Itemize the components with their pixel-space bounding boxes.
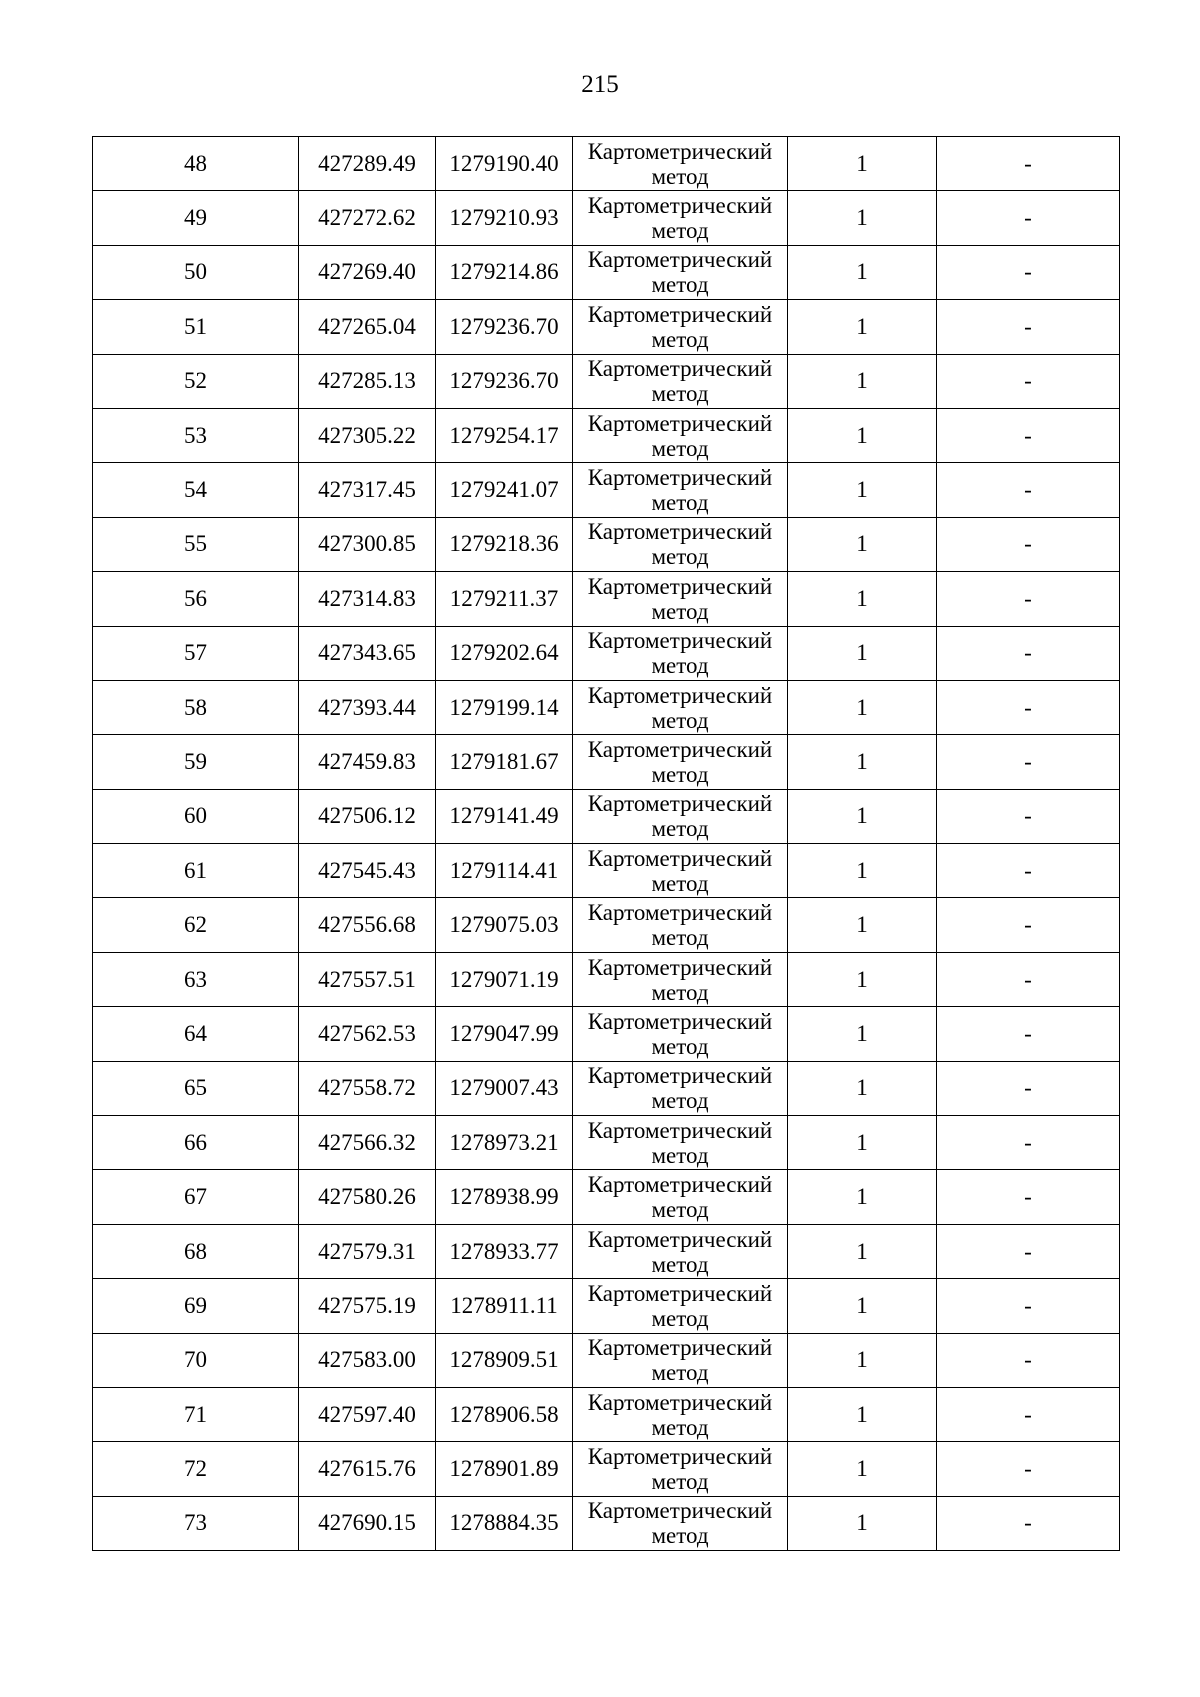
x-coordinate-cell: 427272.62 [299, 191, 436, 245]
method-line-2: метод [651, 761, 709, 787]
method-cell [573, 1061, 788, 1115]
method-line-1: Картометрический [587, 1444, 773, 1470]
y-coordinate-cell: 1278933.77 [436, 1224, 573, 1278]
x-coordinate-cell: 427305.22 [299, 408, 436, 462]
point-number-cell: 73 [93, 1496, 299, 1550]
method-line-2: метод [651, 1197, 709, 1223]
table-row [93, 245, 1120, 299]
method-line-2: метод [651, 1251, 709, 1277]
x-coordinate-cell: 427615.76 [299, 1442, 436, 1496]
method-line-2: метод [651, 381, 709, 407]
x-coordinate-cell: 427459.83 [299, 735, 436, 789]
point-number-cell: 57 [93, 626, 299, 680]
method-line-2: метод [651, 1142, 709, 1168]
x-coordinate-cell: 427597.40 [299, 1387, 436, 1441]
x-coordinate-cell: 427545.43 [299, 844, 436, 898]
y-coordinate-cell: 1279075.03 [436, 898, 573, 952]
note-cell: - [937, 1170, 1120, 1224]
x-coordinate-cell: 427317.45 [299, 463, 436, 517]
method-line-2: метод [651, 490, 709, 516]
note-cell: - [937, 1496, 1120, 1550]
x-coordinate-cell: 427690.15 [299, 1496, 436, 1550]
method-cell [573, 626, 788, 680]
table-row [93, 1387, 1120, 1441]
accuracy-cell: 1 [788, 1170, 937, 1224]
method-line-1: Картометрический [587, 193, 773, 219]
accuracy-cell: 1 [788, 898, 937, 952]
accuracy-cell: 1 [788, 463, 937, 517]
y-coordinate-cell: 1279218.36 [436, 517, 573, 571]
table-row [93, 137, 1120, 191]
point-number-cell: 50 [93, 245, 299, 299]
y-coordinate-cell: 1278973.21 [436, 1116, 573, 1170]
note-cell: - [937, 354, 1120, 408]
point-number-cell: 66 [93, 1116, 299, 1170]
x-coordinate-cell: 427300.85 [299, 517, 436, 571]
note-cell: - [937, 789, 1120, 843]
accuracy-cell: 1 [788, 137, 937, 191]
accuracy-cell: 1 [788, 1007, 937, 1061]
method-cell [573, 354, 788, 408]
accuracy-cell: 1 [788, 952, 937, 1006]
note-cell: - [937, 1387, 1120, 1441]
method-line-1: Картометрический [587, 1280, 773, 1306]
y-coordinate-cell: 1279199.14 [436, 680, 573, 734]
table-row [93, 408, 1120, 462]
note-cell: - [937, 680, 1120, 734]
y-coordinate-cell: 1279211.37 [436, 572, 573, 626]
y-coordinate-cell: 1279214.86 [436, 245, 573, 299]
note-cell: - [937, 898, 1120, 952]
table-row [93, 1496, 1120, 1550]
point-number-cell: 51 [93, 300, 299, 354]
note-cell: - [937, 572, 1120, 626]
x-coordinate-cell: 427557.51 [299, 952, 436, 1006]
note-cell: - [937, 626, 1120, 680]
method-line-1: Картометрический [587, 1008, 773, 1034]
method-line-1: Картометрический [587, 410, 773, 436]
method-cell [573, 1007, 788, 1061]
table-row [93, 517, 1120, 571]
accuracy-cell: 1 [788, 1442, 937, 1496]
table-row [93, 1333, 1120, 1387]
table-row [93, 1442, 1120, 1496]
table-row [93, 1170, 1120, 1224]
x-coordinate-cell: 427269.40 [299, 245, 436, 299]
note-cell: - [937, 245, 1120, 299]
accuracy-cell: 1 [788, 1224, 937, 1278]
point-number-cell: 61 [93, 844, 299, 898]
method-line-1: Картометрический [587, 628, 773, 654]
method-line-1: Картометрический [587, 845, 773, 871]
table-row [93, 844, 1120, 898]
point-number-cell: 49 [93, 191, 299, 245]
x-coordinate-cell: 427583.00 [299, 1333, 436, 1387]
method-line-1: Картометрический [587, 954, 773, 980]
table-row [93, 463, 1120, 517]
method-cell [573, 1387, 788, 1441]
method-line-2: метод [651, 598, 709, 624]
point-number-cell: 58 [93, 680, 299, 734]
method-line-2: метод [651, 326, 709, 352]
method-line-1: Картометрический [587, 1117, 773, 1143]
accuracy-cell: 1 [788, 1333, 937, 1387]
y-coordinate-cell: 1279114.41 [436, 844, 573, 898]
note-cell: - [937, 517, 1120, 571]
accuracy-cell: 1 [788, 680, 937, 734]
method-line-1: Картометрический [587, 682, 773, 708]
method-line-2: метод [651, 1360, 709, 1386]
table-row [93, 1279, 1120, 1333]
note-cell: - [937, 952, 1120, 1006]
note-cell: - [937, 1116, 1120, 1170]
x-coordinate-cell: 427393.44 [299, 680, 436, 734]
method-line-1: Картометрический [587, 1226, 773, 1252]
method-line-1: Картометрический [587, 1172, 773, 1198]
table-row [93, 898, 1120, 952]
accuracy-cell: 1 [788, 572, 937, 626]
x-coordinate-cell: 427506.12 [299, 789, 436, 843]
method-line-2: метод [651, 707, 709, 733]
note-cell: - [937, 1007, 1120, 1061]
method-cell [573, 408, 788, 462]
point-number-cell: 54 [93, 463, 299, 517]
point-number-cell: 71 [93, 1387, 299, 1441]
page-number: 215 [581, 71, 619, 98]
point-number-cell: 60 [93, 789, 299, 843]
coordinates-table [92, 136, 1120, 1551]
x-coordinate-cell: 427265.04 [299, 300, 436, 354]
method-line-2: метод [651, 653, 709, 679]
method-line-1: Картометрический [587, 791, 773, 817]
accuracy-cell: 1 [788, 354, 937, 408]
method-cell [573, 191, 788, 245]
method-line-2: метод [651, 218, 709, 244]
method-line-2: метод [651, 925, 709, 951]
accuracy-cell: 1 [788, 517, 937, 571]
method-line-2: метод [651, 163, 709, 189]
method-line-2: метод [651, 435, 709, 461]
method-line-1: Картометрический [587, 301, 773, 327]
x-coordinate-cell: 427343.65 [299, 626, 436, 680]
y-coordinate-cell: 1279190.40 [436, 137, 573, 191]
note-cell: - [937, 1224, 1120, 1278]
method-line-1: Картометрический [587, 519, 773, 545]
y-coordinate-cell: 1278901.89 [436, 1442, 573, 1496]
point-number-cell: 48 [93, 137, 299, 191]
x-coordinate-cell: 427580.26 [299, 1170, 436, 1224]
method-cell [573, 1442, 788, 1496]
accuracy-cell: 1 [788, 1496, 937, 1550]
method-line-2: метод [651, 816, 709, 842]
table-row [93, 952, 1120, 1006]
method-cell [573, 1496, 788, 1550]
note-cell: - [937, 408, 1120, 462]
method-line-2: метод [651, 1414, 709, 1440]
accuracy-cell: 1 [788, 408, 937, 462]
y-coordinate-cell: 1279071.19 [436, 952, 573, 1006]
y-coordinate-cell: 1278909.51 [436, 1333, 573, 1387]
y-coordinate-cell: 1279007.43 [436, 1061, 573, 1115]
method-line-2: метод [651, 1469, 709, 1495]
point-number-cell: 59 [93, 735, 299, 789]
method-cell [573, 517, 788, 571]
accuracy-cell: 1 [788, 245, 937, 299]
method-line-1: Картометрический [587, 356, 773, 382]
table-row [93, 191, 1120, 245]
y-coordinate-cell: 1279254.17 [436, 408, 573, 462]
point-number-cell: 69 [93, 1279, 299, 1333]
note-cell: - [937, 844, 1120, 898]
method-line-2: метод [651, 1088, 709, 1114]
y-coordinate-cell: 1279236.70 [436, 300, 573, 354]
table-row [93, 789, 1120, 843]
point-number-cell: 52 [93, 354, 299, 408]
point-number-cell: 68 [93, 1224, 299, 1278]
point-number-cell: 56 [93, 572, 299, 626]
method-line-1: Картометрический [587, 1063, 773, 1089]
note-cell: - [937, 1333, 1120, 1387]
table-row [93, 354, 1120, 408]
method-cell [573, 572, 788, 626]
x-coordinate-cell: 427314.83 [299, 572, 436, 626]
method-cell [573, 1333, 788, 1387]
x-coordinate-cell: 427562.53 [299, 1007, 436, 1061]
method-line-1: Картометрический [587, 573, 773, 599]
method-cell [573, 245, 788, 299]
method-cell [573, 735, 788, 789]
table-row [93, 572, 1120, 626]
y-coordinate-cell: 1278884.35 [436, 1496, 573, 1550]
note-cell: - [937, 1279, 1120, 1333]
note-cell: - [937, 300, 1120, 354]
y-coordinate-cell: 1279241.07 [436, 463, 573, 517]
y-coordinate-cell: 1279236.70 [436, 354, 573, 408]
y-coordinate-cell: 1278938.99 [436, 1170, 573, 1224]
y-coordinate-cell: 1279202.64 [436, 626, 573, 680]
note-cell: - [937, 463, 1120, 517]
note-cell: - [937, 735, 1120, 789]
accuracy-cell: 1 [788, 1061, 937, 1115]
x-coordinate-cell: 427575.19 [299, 1279, 436, 1333]
x-coordinate-cell: 427289.49 [299, 137, 436, 191]
accuracy-cell: 1 [788, 1116, 937, 1170]
method-line-2: метод [651, 272, 709, 298]
point-number-cell: 63 [93, 952, 299, 1006]
accuracy-cell: 1 [788, 1387, 937, 1441]
method-cell [573, 300, 788, 354]
x-coordinate-cell: 427566.32 [299, 1116, 436, 1170]
table-row [93, 1116, 1120, 1170]
accuracy-cell: 1 [788, 735, 937, 789]
table-row [93, 1224, 1120, 1278]
method-line-1: Картометрический [587, 1389, 773, 1415]
y-coordinate-cell: 1279047.99 [436, 1007, 573, 1061]
point-number-cell: 72 [93, 1442, 299, 1496]
point-number-cell: 65 [93, 1061, 299, 1115]
note-cell: - [937, 1061, 1120, 1115]
accuracy-cell: 1 [788, 789, 937, 843]
method-line-2: метод [651, 1305, 709, 1331]
method-line-2: метод [651, 544, 709, 570]
method-cell [573, 1224, 788, 1278]
method-line-2: метод [651, 979, 709, 1005]
method-cell [573, 844, 788, 898]
note-cell: - [937, 191, 1120, 245]
method-line-2: метод [651, 870, 709, 896]
method-cell [573, 952, 788, 1006]
table-row [93, 1007, 1120, 1061]
y-coordinate-cell: 1278911.11 [436, 1279, 573, 1333]
method-cell [573, 137, 788, 191]
table-row [93, 735, 1120, 789]
x-coordinate-cell: 427558.72 [299, 1061, 436, 1115]
table-row [93, 680, 1120, 734]
point-number-cell: 67 [93, 1170, 299, 1224]
x-coordinate-cell: 427556.68 [299, 898, 436, 952]
method-line-1: Картометрический [587, 138, 773, 164]
method-line-2: метод [651, 1033, 709, 1059]
x-coordinate-cell: 427579.31 [299, 1224, 436, 1278]
y-coordinate-cell: 1278906.58 [436, 1387, 573, 1441]
point-number-cell: 64 [93, 1007, 299, 1061]
method-line-1: Картометрический [587, 247, 773, 273]
point-number-cell: 70 [93, 1333, 299, 1387]
accuracy-cell: 1 [788, 1279, 937, 1333]
point-number-cell: 62 [93, 898, 299, 952]
method-cell [573, 1116, 788, 1170]
point-number-cell: 53 [93, 408, 299, 462]
method-line-1: Картометрический [587, 1498, 773, 1524]
method-line-2: метод [651, 1523, 709, 1549]
table-row [93, 300, 1120, 354]
note-cell: - [937, 1442, 1120, 1496]
accuracy-cell: 1 [788, 191, 937, 245]
method-line-1: Картометрический [587, 465, 773, 491]
method-cell [573, 789, 788, 843]
accuracy-cell: 1 [788, 626, 937, 680]
method-line-1: Картометрический [587, 1335, 773, 1361]
y-coordinate-cell: 1279210.93 [436, 191, 573, 245]
y-coordinate-cell: 1279181.67 [436, 735, 573, 789]
accuracy-cell: 1 [788, 844, 937, 898]
note-cell: - [937, 137, 1120, 191]
method-cell [573, 1279, 788, 1333]
method-cell [573, 1170, 788, 1224]
method-cell [573, 463, 788, 517]
table-row [93, 626, 1120, 680]
method-cell [573, 680, 788, 734]
accuracy-cell: 1 [788, 300, 937, 354]
table-body [93, 137, 1120, 1551]
y-coordinate-cell: 1279141.49 [436, 789, 573, 843]
method-cell [573, 898, 788, 952]
method-line-1: Картометрический [587, 900, 773, 926]
x-coordinate-cell: 427285.13 [299, 354, 436, 408]
method-line-1: Картометрический [587, 736, 773, 762]
point-number-cell: 55 [93, 517, 299, 571]
table-row [93, 1061, 1120, 1115]
